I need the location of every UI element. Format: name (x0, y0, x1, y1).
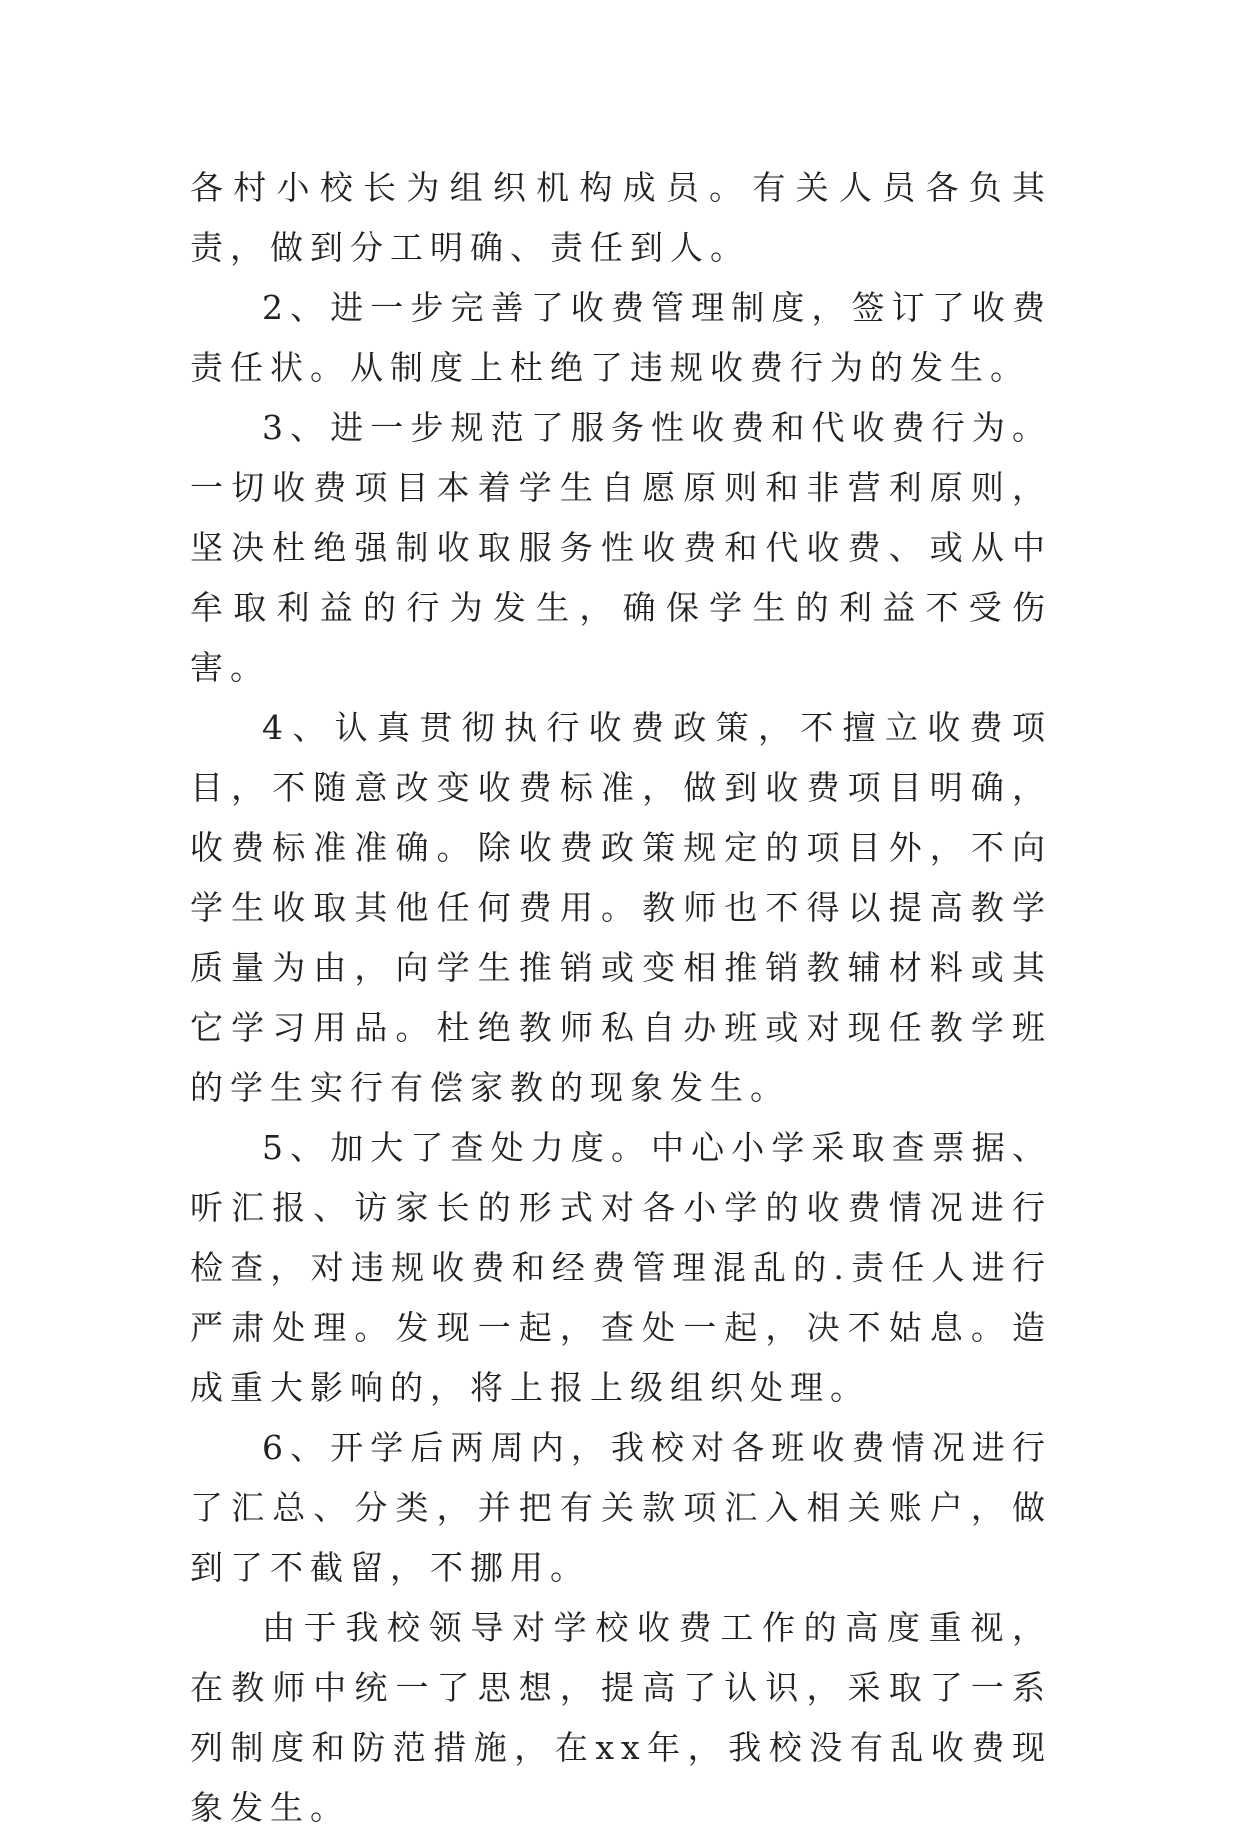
paragraph-item-2: 2、进一步完善了收费管理制度，签订了收费责任状。从制度上杜绝了违规收费行为的发生。 (190, 288, 1052, 387)
paragraph-continued: 各村小校长为组织机构成员。有关人员各负其责，做到分工明确、责任到人。 (190, 168, 1052, 267)
paragraph-item-3: 3、进一步规范了服务性收费和代收费行为。一切收费项目本着学生自愿原则和非营利原则，坚决杜绝强制收取服务性收费和代收费、或从中牟取利益的行为发生，确保学生的利益不受伤害。 (190, 408, 1052, 687)
paragraph-conclusion: 由于我校领导对学校收费工作的高度重视，在教师中统一了思想，提高了认识，采取了一系列制度和防范措施，在xx年，我校没有乱收费现象发生。 (190, 1608, 1052, 1827)
paragraph-item-6: 6、开学后两周内，我校对各班收费情况进行了汇总、分类，并把有关款项汇入相关账户，做到了不截留，不挪用。 (190, 1428, 1052, 1587)
paragraph-item-4: 4、认真贯彻执行收费政策，不擅立收费项目，不随意改变收费标准，做到收费项目明确，收费标准准确。除收费政策规定的项目外，不向学生收取其他任何费用。教师也不得以提高教学质量为由，向学生推销或变相推销教辅材料或其它学习用品。杜绝教师私自办班或对现任教学班的学生实行有偿家教的现象发生。 (190, 708, 1052, 1107)
paragraph-item-5: 5、加大了查处力度。中心小学采取查票据、听汇报、访家长的形式对各小学的收费情况进行检查，对违规收费和经费管理混乱的.责任人进行严肃处理。发现一起，查处一起，决不姑息。造成重大影响的，将上报上级组织处理。 (190, 1128, 1052, 1407)
document-body (190, 158, 1052, 1838)
